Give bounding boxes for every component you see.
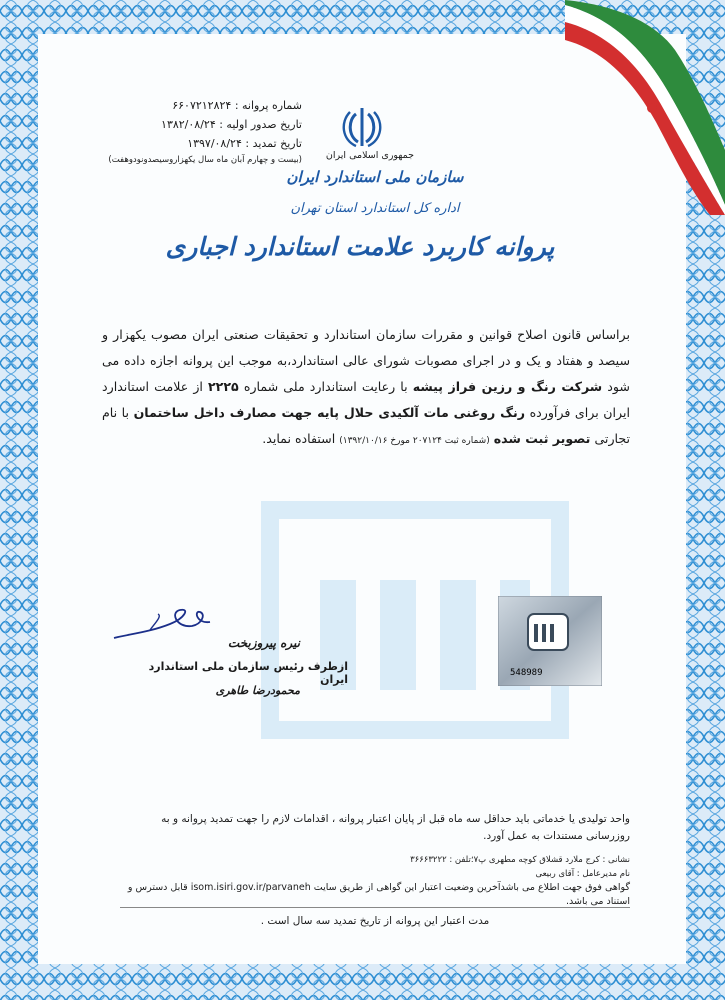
deputy-name: محمودرضا طاهری bbox=[215, 684, 300, 697]
signer-name: نیره پیروزبخت bbox=[227, 636, 300, 650]
license-meta bbox=[92, 96, 302, 167]
renewal-row: تاریخ تمدید : ۱۳۹۷/۰۸/۲۴ bbox=[187, 137, 302, 150]
iran-flag-ribbon bbox=[560, 0, 725, 215]
organization-name: سازمان ملی استاندارد ایران bbox=[286, 168, 464, 186]
on-behalf-line: ازطرف رئیس سازمان ملی استاندارد ایران bbox=[148, 660, 348, 686]
license-number-row: شماره پروانه : ۶۶۰۷۲۱۲۸۲۴ bbox=[172, 99, 302, 112]
iran-emblem-icon bbox=[342, 106, 382, 148]
validity-statement: مدت اعتبار این پروانه از تاریخ تمدید سه سال است . bbox=[260, 915, 490, 927]
first-issue-row: تاریخ صدور اولیه : ۱۳۸۲/۰۸/۲۴ bbox=[161, 118, 302, 131]
hologram-serial: 548989 bbox=[510, 668, 543, 678]
renewal-words: (بیست و چهارم آبان ماه سال یکهزاروسیصدونودوهفت) bbox=[108, 155, 302, 165]
first-issue-date: ۱۳۸۲/۰۸/۲۴ bbox=[161, 118, 216, 131]
renewal-notice: واحد تولیدی یا خدماتی باید حداقل سه ماه قبل از پایان اعتبار پروانه ، اقدامات لازم را جهت تمدید پروانه و به روزرسانی مستندات به عمل آورد. bbox=[161, 813, 630, 842]
license-text: براساس قانون اصلاح قوانین و مقررات سازمان استاندارد و تحقیقات صنعتی ایران مصوب یکهزار و سیصد و هفتاد و یک و در اجرای مصوبات شورای عالی استاندارد،به موجب این پروانه اجازه داده می شود شرکت رنگ و رزین فراز پیشه با رعایت استاندارد ملی شماره ۲۲۲۵ از علامت استاندارد ایران برای فرآورده رنگ روغنی مات آلکیدی حلال پایه جهت مصارف داخل ساختمان با نام تجارتی تصویر ثبت شده (شماره ثبت ۲۰۷۱۲۴ مورخ ۱۳۹۲/۱۰/۱۶) استفاده نماید. bbox=[102, 327, 630, 446]
department-name: اداره کل استاندارد استان تهران bbox=[290, 201, 460, 216]
renewal-date: ۱۳۹۷/۰۸/۲۴ bbox=[187, 137, 242, 150]
company-name: شرکت رنگ و رزین فراز پیشه bbox=[412, 379, 603, 394]
registration-info: (شماره ثبت ۲۰۷۱۲۴ مورخ ۱۳۹۲/۱۰/۱۶) bbox=[339, 436, 490, 446]
product-name: رنگ روغنی مات آلکیدی حلال پایه جهت مصارف داخل ساختمان bbox=[133, 405, 526, 420]
standard-number: ۲۲۲۵ bbox=[208, 379, 239, 394]
address-line: نشانی : کرج ملارد قشلاق کوچه مطهری پ۷؛تلفن : ۳۶۶۶۳۲۲۲ bbox=[410, 855, 630, 865]
certificate-title: پروانه کاربرد علامت استاندارد اجباری bbox=[165, 232, 555, 261]
divider bbox=[120, 907, 630, 908]
address-block bbox=[122, 853, 630, 881]
license-number: ۶۶۰۷۲۱۲۸۲۴ bbox=[172, 99, 232, 112]
government-name: جمهوری اسلامی ایران bbox=[325, 150, 415, 161]
trade-name: تصویر ثبت شده bbox=[493, 431, 591, 446]
verification-notice: گواهی فوق جهت اطلاع می باشدآخرین وضعیت اعتبار این گواهی از طریق سایت isom.isiri.gov.ir/parvaneh قابل دسترس و استناد می باشد. bbox=[127, 882, 630, 907]
manager-line: نام مدیرعامل : آقای ربیعی bbox=[535, 869, 630, 879]
